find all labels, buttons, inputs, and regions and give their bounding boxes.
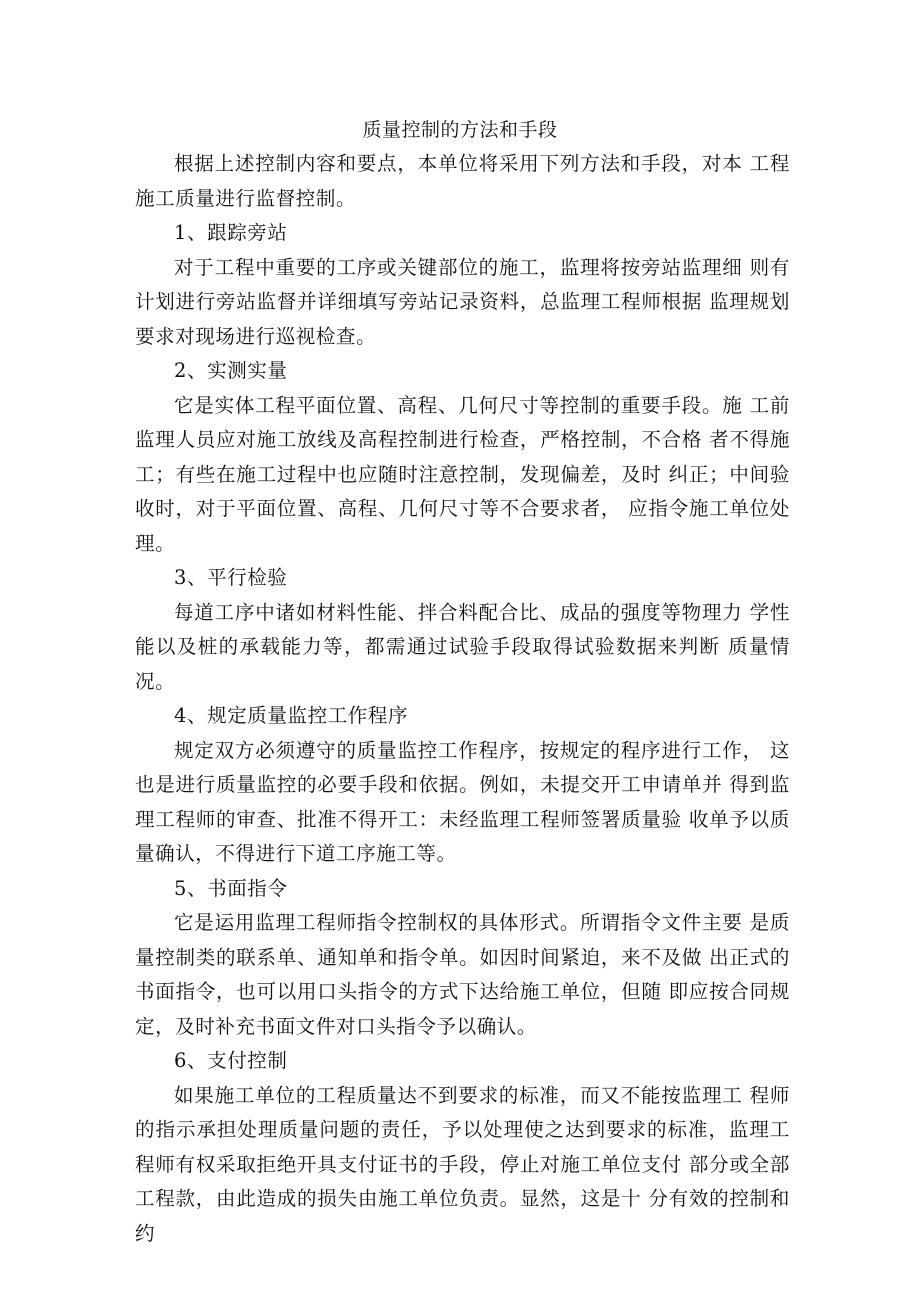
section-heading-2: 2、实测实量 — [174, 359, 288, 382]
section-paragraph-1: 对于工程中重要的工序或关键部位的施工，监理将按旁站监理细 则有计划进行旁站监督并详细填写旁站记录资料，总监理工程师根据 监理规划要求对现场进行巡视检查。 — [135, 255, 790, 348]
section-paragraph-4: 规定双方必须遵守的质量监控工作程序，按规定的程序进行工作， 这也是进行质量监控的必要手段和依据。例如，未提交开工申请单并 得到监理工程师的审查、批准不得开工：未经监理工程师签署质量验 收单予以质量确认，不得进行下道工序施工等。 — [135, 738, 790, 865]
section-paragraph-3: 每道工序中诸如材料性能、拌合料配合比、成品的强度等物理力 学性能以及桩的承载能力等，都需通过试验手段取得试验数据来判断 质量情况。 — [135, 600, 790, 693]
page-title: 质量控制的方法和手段 — [362, 119, 558, 141]
document-body — [135, 147, 790, 1251]
section-paragraph-6: 如果施工单位的工程质量达不到要求的标准，而又不能按监理工 程师的指示承担处理质量问题的责任，予以处理使之达到要求的标准，监理工程师有权采取拒绝开具支付证书的手段，停止对施工单位支付 部分或全部工程款，由此造成的损失由施工单位负责。显然，这是十 分有效的控制和约 — [135, 1083, 790, 1245]
section-heading-3: 3、平行检验 — [174, 566, 288, 589]
section-heading-5: 5、书面指令 — [174, 876, 288, 900]
intro-paragraph: 根据上述控制内容和要点，本单位将采用下列方法和手段，对本 工程施工质量进行监督控制。 — [135, 152, 790, 210]
section-heading-4: 4、规定质量监控工作程序 — [174, 704, 409, 727]
section-paragraph-2: 它是实体工程平面位置、高程、几何尺寸等控制的重要手段。施 工前监理人员应对施工放线及高程控制进行检查，严格控制，不合格 者不得施工；有些在施工过程中也应随时注意控制，发现偏差，及时 纠正；中间验收时，对于平面位置、高程、几何尺寸等不合要求者， 应指令施工单位处理。 — [135, 393, 790, 555]
section-paragraph-5: 它是运用监理工程师指令控制权的具体形式。所谓指令文件主要 是质量控制类的联系单、通知单和指令单。如因时间紧迫，来不及做 出正式的书面指令，也可以用口头指令的方式下达给施工单位，但随 即应按合同规定，及时补充书面文件对口头指令予以确认。 — [135, 911, 790, 1038]
section-heading-6: 6、支付控制 — [174, 1049, 288, 1072]
section-heading-1: 1、跟踪旁站 — [174, 221, 288, 244]
